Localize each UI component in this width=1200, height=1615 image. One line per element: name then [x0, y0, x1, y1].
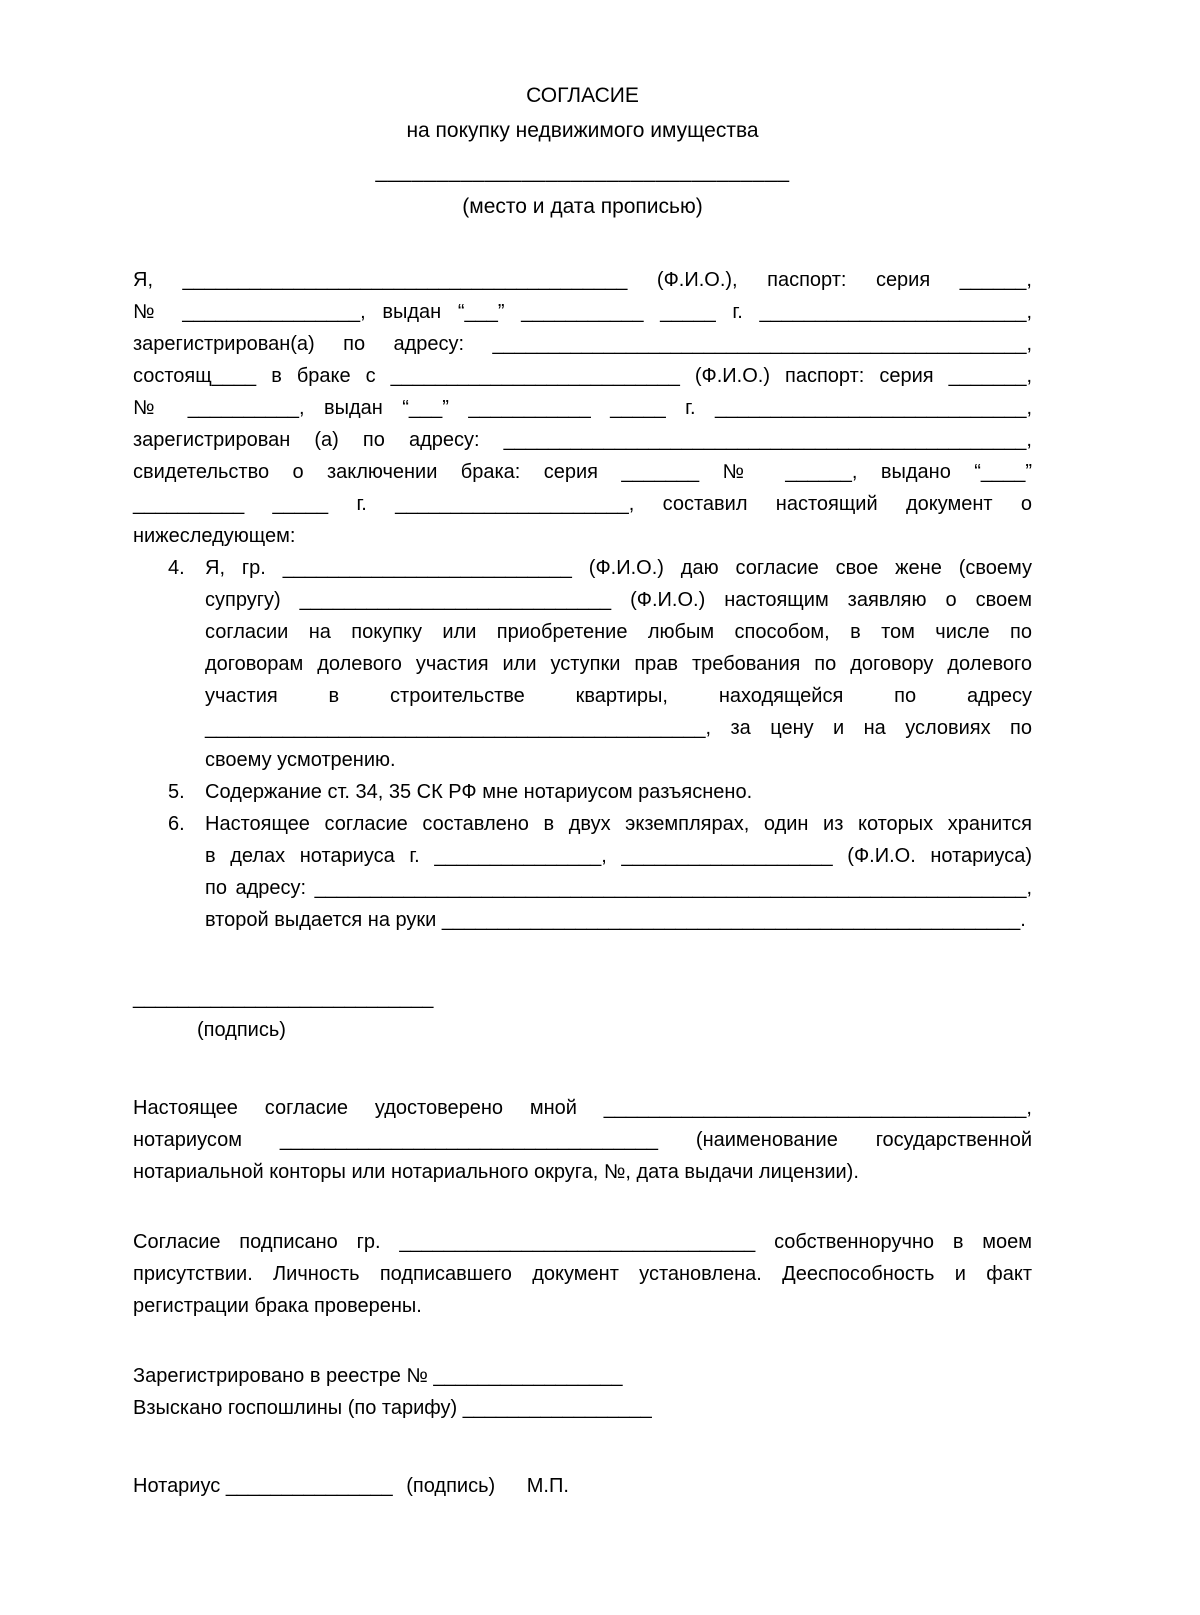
clause-6-number: 6. [168, 813, 185, 835]
clause-6-text [205, 808, 1032, 936]
intro-paragraph [133, 264, 1032, 552]
text-line: второй выдается на руки ____________________________________________________. [205, 909, 1026, 931]
clause-4-text [205, 552, 1032, 776]
title-block [133, 78, 1032, 224]
place-date-blank: __________________________________ [375, 160, 790, 183]
text-line: Согласие подписано гр. ________________________________ собственноручно в моем [133, 1231, 1032, 1253]
text-line: зарегистрирован (а) по адресу: _______________________________________________, [133, 429, 1032, 451]
text-line: _____________________________________________, за цену и на условиях по [205, 717, 1032, 739]
text-line: участия в строительстве квартиры, находящейся по адресу [205, 685, 1032, 707]
text-line: зарегистрирован(а) по адресу: ________________________________________________, [133, 333, 1032, 355]
text-line: договорам долевого участия или уступки прав требования по договору долевого [205, 653, 1032, 675]
clause-5 [133, 776, 1032, 808]
document-subtitle: на покупку недвижимого имущества [406, 119, 759, 142]
notary-signature-row [133, 1470, 1032, 1502]
text-line: своему усмотрению. [205, 749, 396, 771]
notary-signature-label: (подпись) [406, 1475, 496, 1497]
text-line: нотариусом __________________________________ (наименование государственной [133, 1129, 1032, 1151]
notary-seal-label: М.П. [526, 1475, 569, 1497]
clause-5-number: 5. [168, 781, 185, 803]
registry-block [133, 1360, 1032, 1424]
text-line: № __________, выдан “___” ___________ _____ г. ____________________________, [133, 397, 1032, 419]
text-line: по адресу: ________________________________________________________________, [205, 877, 1032, 899]
text-line: Я, гр. __________________________ (Ф.И.О.) даю согласие свое жене (своему [205, 557, 1032, 579]
certification-paragraph [133, 1092, 1032, 1188]
text-line: Содержание ст. 34, 35 СК РФ мне нотариусом разъяснено. [205, 781, 753, 803]
signature-caption: (подпись) [197, 1019, 286, 1041]
text-line: в делах нотариуса г. _______________, ___________________ (Ф.И.О. нотариуса) [205, 845, 1032, 867]
text-line: Я, ________________________________________ (Ф.И.О.), паспорт: серия ______, [133, 269, 1032, 291]
text-line: согласии на покупку или приобретение любым способом, в том числе по [205, 621, 1032, 643]
clause-4-number: 4. [168, 557, 185, 579]
text-line: состоящ____ в браке с __________________________ (Ф.И.О.) паспорт: серия _______, [133, 365, 1032, 387]
clauses-list [133, 552, 1032, 936]
text-line: __________ _____ г. _____________________, составил настоящий документ о [133, 493, 1032, 515]
place-date-caption: (место и дата прописью) [462, 195, 703, 218]
text-line: супругу) ____________________________ (Ф.И.О.) настоящим заявляю о своем [205, 589, 1032, 611]
notary-label: Нотариус _______________ [133, 1475, 393, 1497]
clause-4 [133, 552, 1032, 776]
signature-blank: ___________________________ [133, 987, 434, 1009]
text-line: свидетельство о заключении брака: серия _______ № ______, выдано “____” [133, 461, 1032, 483]
clause-5-text [205, 776, 1032, 808]
document-title: СОГЛАСИЕ [526, 84, 639, 107]
text-line: № ________________, выдан “___” ___________ _____ г. ________________________, [133, 301, 1032, 323]
signed-paragraph [133, 1226, 1032, 1322]
text-line: присутствии. Личность подписавшего документ установлена. Дееспособность и факт [133, 1263, 1032, 1285]
text-line: регистрации брака проверены. [133, 1295, 422, 1317]
fee-line: Взыскано госпошлины (по тарифу) _________________ [133, 1397, 652, 1419]
text-line: Настоящее согласие составлено в двух экземплярах, один из которых хранится [205, 813, 1032, 835]
text-line: нотариальной конторы или нотариального округа, №, дата выдачи лицензии). [133, 1161, 859, 1183]
clause-6 [133, 808, 1032, 936]
text-line: нижеследующем: [133, 525, 296, 547]
registry-number-line: Зарегистрировано в реестре № _________________ [133, 1365, 623, 1387]
text-line: Настоящее согласие удостоверено мной ______________________________________, [133, 1097, 1032, 1119]
signature-block [133, 982, 1032, 1046]
